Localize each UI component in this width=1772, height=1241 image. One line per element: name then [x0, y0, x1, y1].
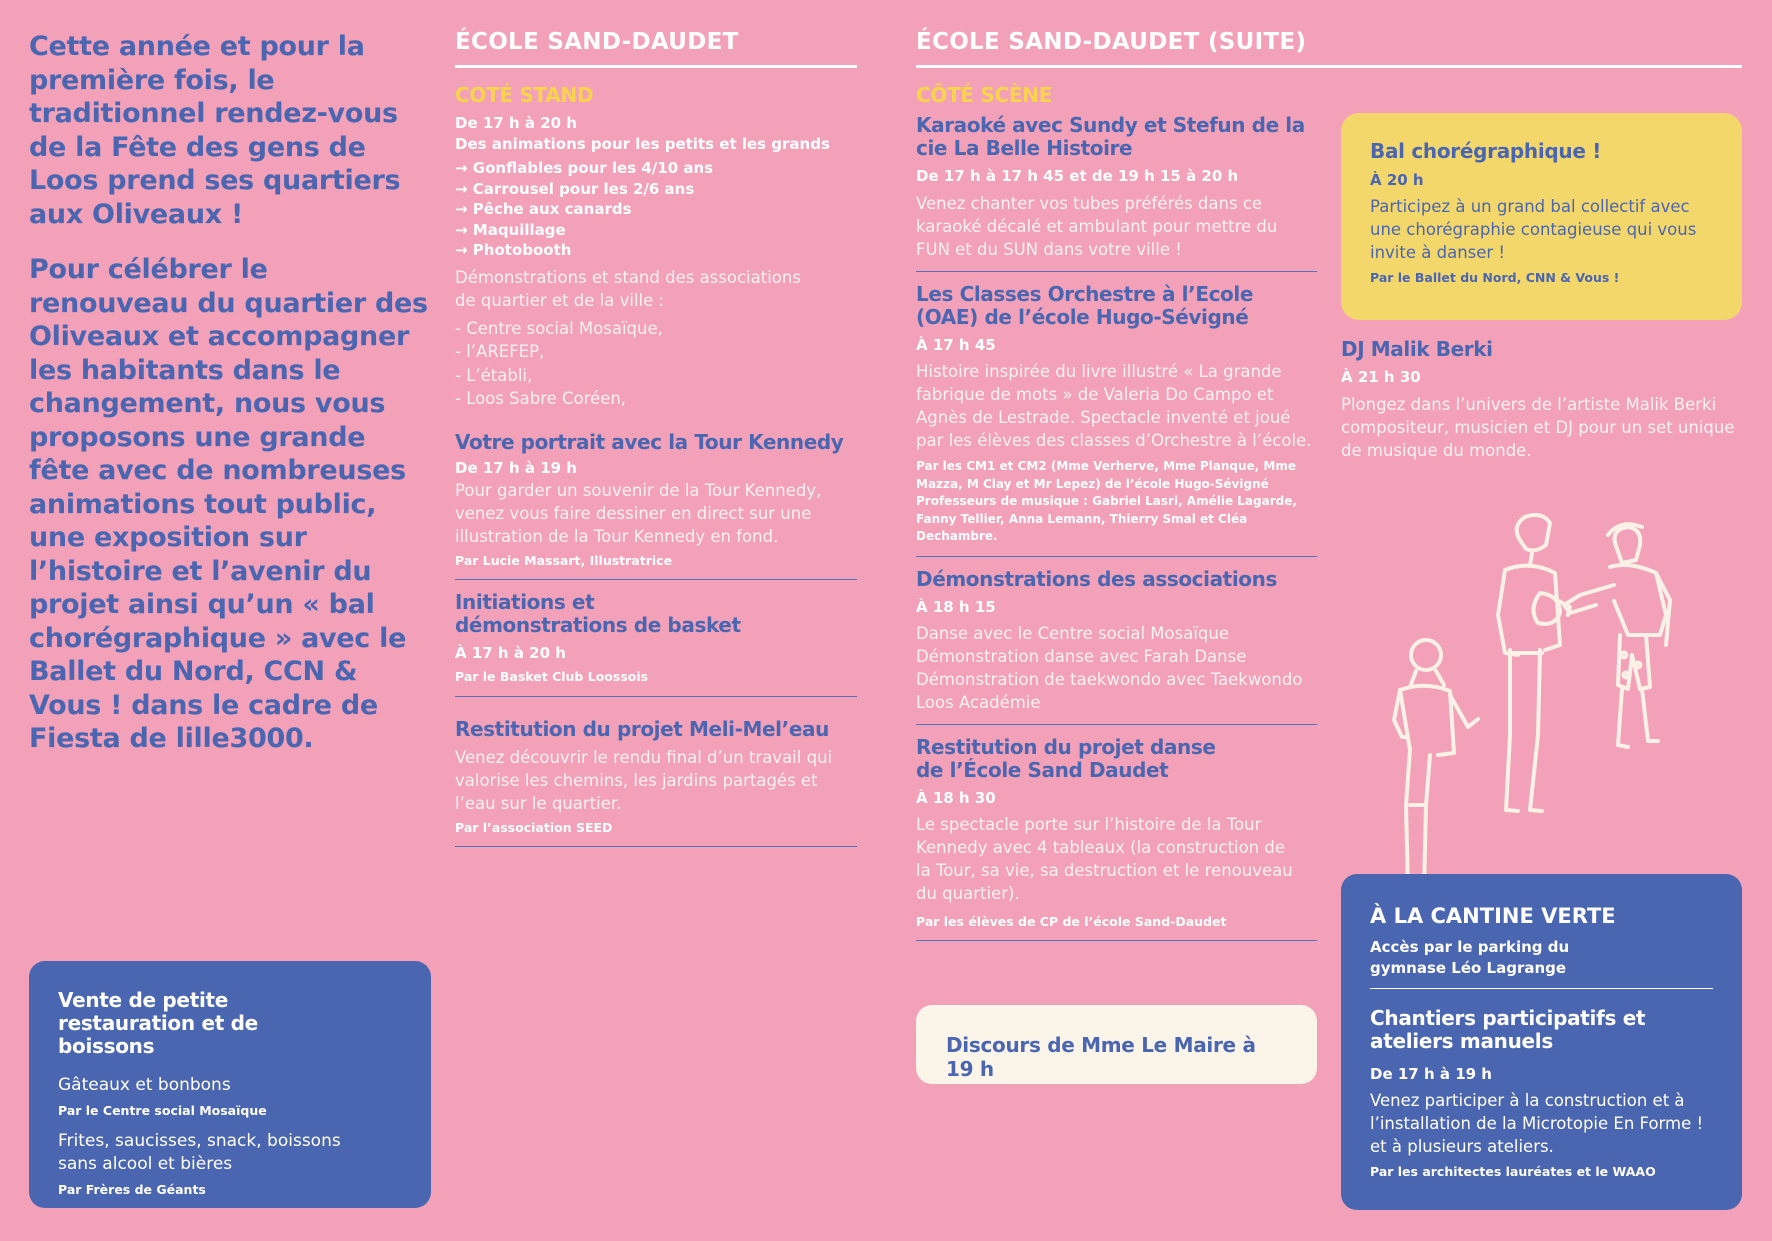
scene-column [916, 114, 1317, 952]
food-card [29, 961, 431, 1208]
stand-subheader: COTÉ STAND [455, 83, 594, 107]
speech-text: Discours de Mme Le Maire à 19 h [946, 1033, 1256, 1081]
intro-paragraph-2: Pour célébrer le renouveau du quartier des Oliveaux et accompagner les habitants dans le changement, nous vous proposons une grande fête avec de nombreuses animations tout public, une exposition sur l’histoire et l’avenir du projet ainsi qu’un « bal chorégraphique » avec le Ballet du Nord, CCN & Vous ! dans le cadre de Fiesta de lille3000. [29, 254, 428, 754]
event-desc: Histoire inspirée du livre illustré « La grande fabrique de mots » de Valeria Do Campo et Agnès de Lestrade. Spectacle inventé et joué par les élèves des classes d’Orchestre à l’école. [916, 362, 1312, 450]
stand-associations [455, 317, 857, 411]
event-desc: Le spectacle porte sur l’histoire de la Tour Kennedy avec 4 tableaux (la construction de la Tour, sa vie, sa destruction et le renouveau du quartier). [916, 814, 1293, 903]
bal-time: À 20 h [1370, 171, 1424, 189]
list-item: → Maquillage [455, 220, 857, 241]
food-credit-2: Par Frères de Géants [58, 1182, 206, 1197]
list-item: - l’AREFEP, [455, 340, 857, 364]
cantine-subtitle: Chantiers participatifs et ateliers manuels [1370, 1006, 1646, 1053]
scene-header-block [916, 29, 1742, 107]
event-demonstrations [916, 568, 1317, 725]
list-item: → Photobooth [455, 240, 857, 261]
event-credit: Par l’association SEED [455, 819, 613, 835]
event-desc: Venez découvrir le rendu final d’un travail qui valorise les chemins, les jardins partagés et l’eau sur le quartier. [455, 747, 833, 813]
event-credit: Par les CM1 et CM2 (Mme Verherve, Mme Planque, Mme Mazza, M Clay et Mr Lepez) de l’école Hugo-Sévigné Professeurs de musique : Gabriel Lasri, Amélie Lagarde, Fanny Tellier, Anna Lemann, Thierry Smal et Cléa Dechambre. [916, 459, 1297, 543]
stand-time: De 17 h à 20 h [455, 114, 577, 132]
cantine-card [1341, 874, 1742, 1210]
speech-card [916, 1005, 1317, 1084]
event-credit: Par le Basket Club Loossois [455, 669, 649, 684]
event-title: Les Classes Orchestre à l’Ecole (OAE) de l’école Hugo-Sévigné [916, 282, 1254, 329]
dj-title: DJ Malik Berki [1341, 337, 1493, 361]
intro-paragraph-1: Cette année et pour la première fois, le traditionnel rendez-vous de la Fête des gens de Loos prend ses quartiers aux Oliveaux ! [29, 31, 401, 230]
event-time: À 18 h 30 [916, 788, 996, 807]
event-title: Restitution du projet Meli-Mel’eau [455, 716, 829, 741]
event-danse [916, 736, 1317, 942]
intro-text [29, 30, 429, 778]
bal-card [1341, 113, 1742, 320]
event-karaoke [916, 114, 1317, 272]
food-credit-1: Par le Centre social Mosaïque [58, 1103, 267, 1118]
list-item: → Pêche aux canards [455, 199, 857, 220]
event-time: À 17 h à 20 h [455, 644, 566, 662]
food-item-2: Frites, saucisses, snack, boissons sans alcool et bières [58, 1131, 341, 1174]
event-title: Votre portrait avec la Tour Kennedy [455, 429, 844, 454]
event-title: Restitution du projet danse de l’École Sand Daudet [916, 734, 1216, 782]
people-illustration [1370, 505, 1700, 900]
stand-demo-text: Démonstrations et stand des associations de quartier et de la ville : [455, 267, 801, 310]
person-middle-figure [1498, 515, 1570, 811]
cantine-title: À LA CANTINE VERTE [1370, 904, 1616, 928]
list-item: - Centre social Mosaïque, [455, 317, 857, 341]
list-item: → Gonflables pour les 4/10 ans [455, 158, 857, 179]
event-title: Initiations et démonstrations de basket [455, 590, 741, 637]
person-left-figure [1394, 640, 1478, 891]
event-desc: Danse avec le Centre social Mosaïque Démonstration danse avec Farah Danse Démonstration de taekwondo avec Taekwondo Loos Académie [916, 623, 1303, 712]
event-title: Démonstrations des associations [916, 566, 1277, 591]
bal-credit: Par le Ballet du Nord, CNN & Vous ! [1370, 270, 1620, 285]
event-desc: Pour garder un souvenir de la Tour Kennedy, venez vous faire dessiner en direct sur une illustration de la Tour Kennedy en fond. [455, 480, 822, 546]
dj-block [1341, 338, 1741, 462]
event-credit: Par Lucie Massart, Illustratrice [455, 552, 673, 568]
list-item: - L’établi, [455, 364, 857, 388]
dj-desc: Plongez dans l’univers de l’artiste Malik Berki compositeur, musicien et DJ pour un set unique de musique du monde. [1341, 395, 1735, 460]
scene-header: ÉCOLE SAND-DAUDET (SUITE) [916, 29, 1742, 68]
event-meli-meleau [455, 708, 857, 848]
food-card-title: Vente de petite restauration et de boissons [58, 988, 258, 1058]
scene-subheader: CÔTÉ SCÈNE [916, 83, 1053, 107]
cantine-access: Accès par le parking du gymnase Léo Lagrange [1370, 938, 1570, 977]
event-credit: Par les élèves de CP de l’école Sand-Daudet [916, 913, 1227, 929]
event-basket [455, 591, 857, 697]
cantine-credit: Par les architectes lauréates et le WAAO [1370, 1164, 1656, 1179]
event-time: De 17 h à 17 h 45 et de 19 h 15 à 20 h [916, 167, 1239, 185]
event-time: À 17 h 45 [916, 336, 996, 354]
event-orchestre [916, 283, 1317, 557]
event-desc: Venez chanter vos tubes préférés dans ce karaoké décalé et ambulant pour mettre du FUN et du SUN dans votre ville ! [916, 194, 1278, 259]
list-item: → Carrousel pour les 2/6 ans [455, 179, 857, 200]
dj-time: À 21 h 30 [1341, 368, 1421, 386]
event-time: De 17 h à 19 h [455, 458, 577, 477]
event-portrait [455, 431, 857, 581]
event-title: Karaoké avec Sundy et Stefun de la cie La Belle Histoire [916, 113, 1305, 160]
stand-header: ÉCOLE SAND-DAUDET [455, 29, 857, 68]
cantine-time: De 17 h à 19 h [1370, 1065, 1492, 1083]
event-time: À 18 h 15 [916, 597, 996, 616]
bal-desc: Participez à un grand bal collectif avec une chorégraphie contagieuse qui vous invite à danser ! [1370, 197, 1697, 262]
food-item-1: Gâteaux et bonbons [58, 1075, 231, 1095]
cantine-desc: Venez participer à la construction et à l’installation de la Microtopie En Forme ! et à plusieurs ateliers. [1370, 1091, 1704, 1156]
stand-column [455, 29, 857, 858]
list-item: - Loos Sabre Coréen, [455, 387, 857, 411]
person-right-figure [1564, 524, 1670, 747]
bal-title: Bal chorégraphique ! [1370, 139, 1602, 163]
stand-intro: Des animations pour les petits et les grands [455, 135, 830, 153]
stand-activities [455, 158, 857, 261]
cantine-divider [1370, 988, 1713, 989]
